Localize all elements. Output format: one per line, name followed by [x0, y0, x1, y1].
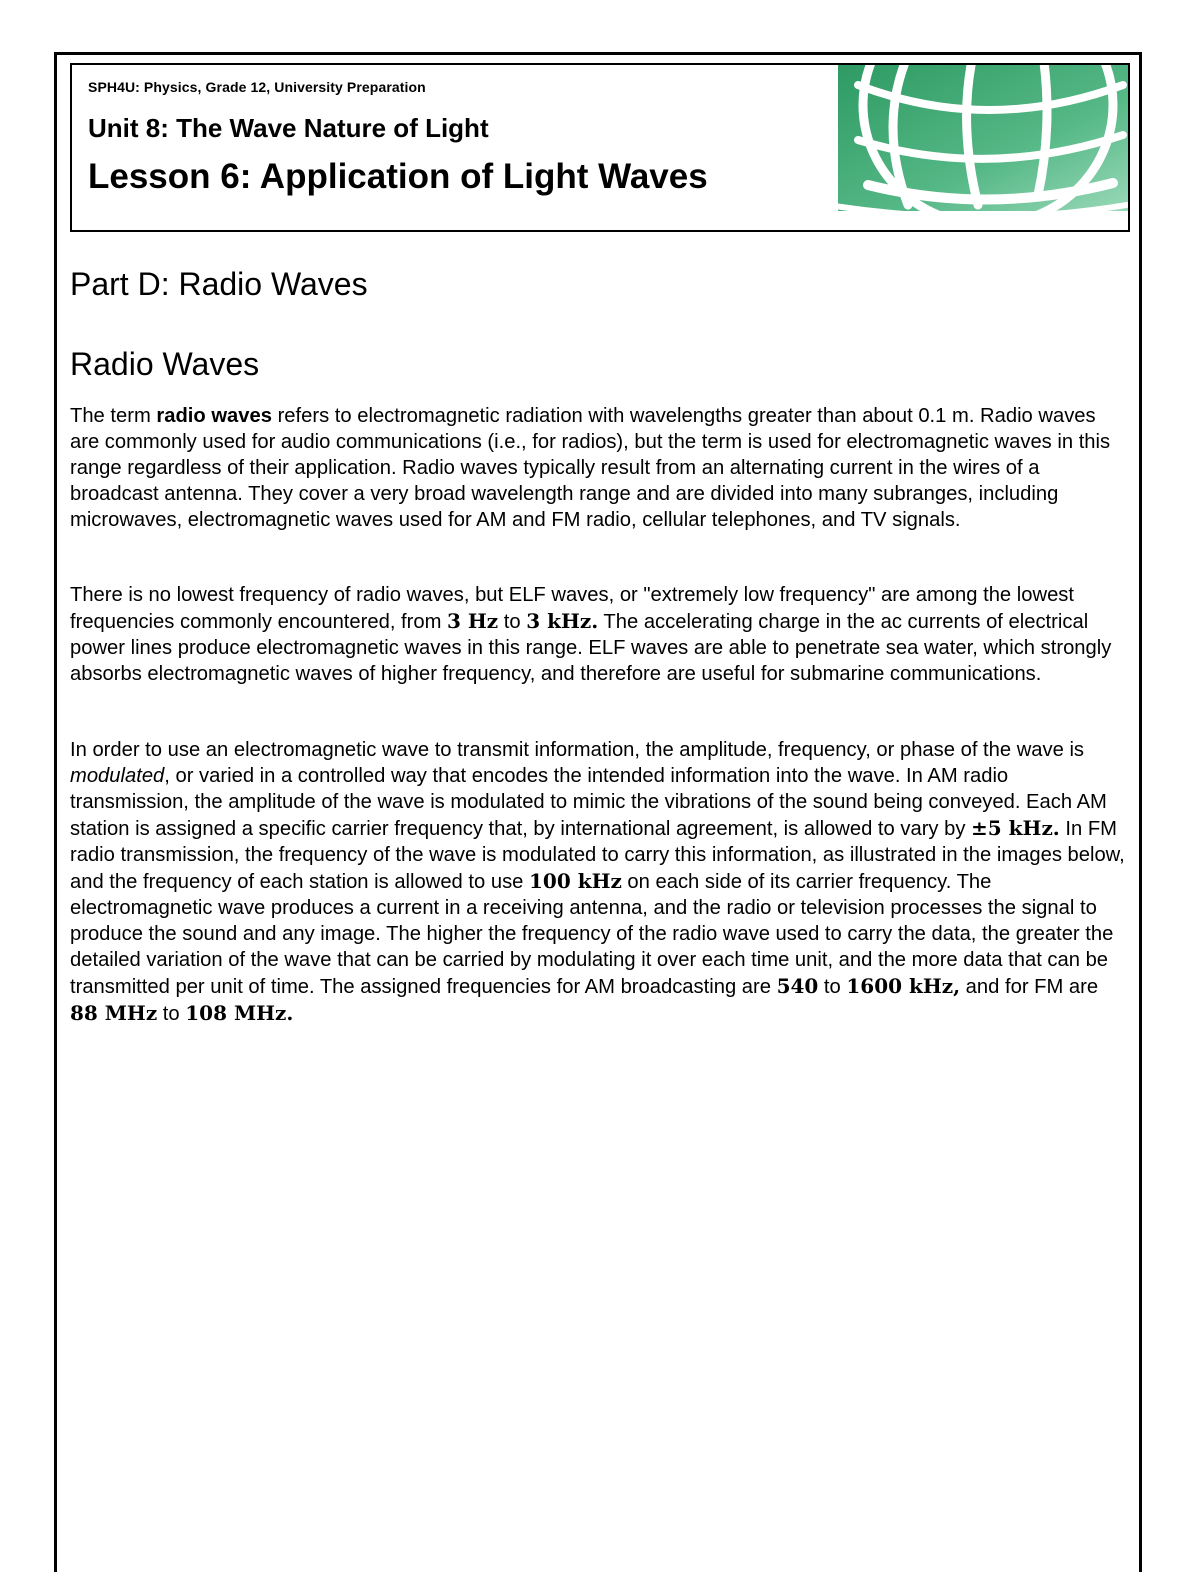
text-run: to — [498, 611, 527, 633]
math-value: 3 Hz — [447, 609, 499, 633]
paragraph-modulation — [70, 737, 1128, 1027]
unit-title: Unit 8: The Wave Nature of Light — [88, 113, 489, 143]
text-run: The accelerating charge in the ac currents of electrical power lines produce electromagnetic waves in this range. ELF waves are able to penetrate sea water, which strongly absorbs electromagnetic waves of higher frequency, and therefore are useful for submarine communications. — [70, 611, 1112, 685]
lesson-title: Lesson 6: Application of Light Waves — [88, 157, 708, 196]
math-value: 1600 kHz, — [846, 974, 961, 998]
math-value: 540 — [776, 974, 819, 998]
text-run: The term — [70, 405, 157, 427]
part-heading: Part D: Radio Waves — [70, 266, 368, 302]
math-value: ±5 kHz. — [971, 816, 1060, 840]
text-run: , or varied in a controlled way that encodes the intended information into the wave. In AM radio transmission, the amplitude of the wave is modulated to mimic the vibrations of the sound being conveyed. Each AM station is assigned a specific carrier frequency that, by international agreement, is allowed to vary by — [70, 765, 1107, 840]
italic-term: modulated — [70, 765, 165, 787]
text-run: to — [157, 1003, 186, 1025]
text-run: In FM radio transmission, the frequency of the wave is modulated to carry this information, as illustrated in the images below, and the frequency of each station is allowed to use — [70, 818, 1125, 893]
course-name: SPH4U: Physics, Grade 12, University Preparation — [88, 79, 426, 95]
text-run: In order to use an electromagnetic wave to transmit information, the amplitude, frequency, or phase of the wave is — [70, 739, 1085, 761]
text-run: on each side of its carrier frequency. The electromagnetic wave produces a current in a receiving antenna, and the radio or television processes the signal to produce the sound and any image. The higher the frequency of the radio wave used to carry the data, the greater the detailed variation of the wave that can be carried by modulating it over each time unit, and the more data that can be transmitted per unit of time. The assigned frequencies for AM broadcasting are — [70, 871, 1114, 998]
bold-term: radio waves — [156, 405, 272, 427]
math-value: 88 MHz — [70, 1001, 158, 1025]
text-run: refers to electromagnetic radiation with wavelengths greater than about 0.1 m. Radio waves are commonly used for audio communications (i.e., for radios), but the term is used for electromagnetic waves in this range regardless of their application. Radio waves typically result from an alternating current in the wires of a broadcast antenna. They cover a very broad wavelength range and are divided into many subranges, including microwaves, electromagnetic waves used for AM and FM radio, cellular telephones, and TV signals. — [70, 405, 1111, 531]
globe-grid-icon — [838, 65, 1130, 211]
math-value: 100 kHz — [529, 869, 622, 893]
text-run: and for FM are — [960, 976, 1099, 998]
paragraph-radio-waves-definition — [70, 403, 1128, 533]
text-run: There is no lowest frequency of radio waves, but ELF waves, or "extremely low frequency" are among the lowest frequencies commonly encountered, from — [70, 584, 1074, 633]
paragraph-elf-waves — [70, 582, 1128, 687]
math-value: 3 kHz. — [526, 609, 599, 633]
text-run: to — [818, 976, 847, 998]
math-value: 108 MHz. — [185, 1001, 294, 1025]
section-heading: Radio Waves — [70, 346, 260, 382]
lesson-header — [70, 63, 1130, 232]
